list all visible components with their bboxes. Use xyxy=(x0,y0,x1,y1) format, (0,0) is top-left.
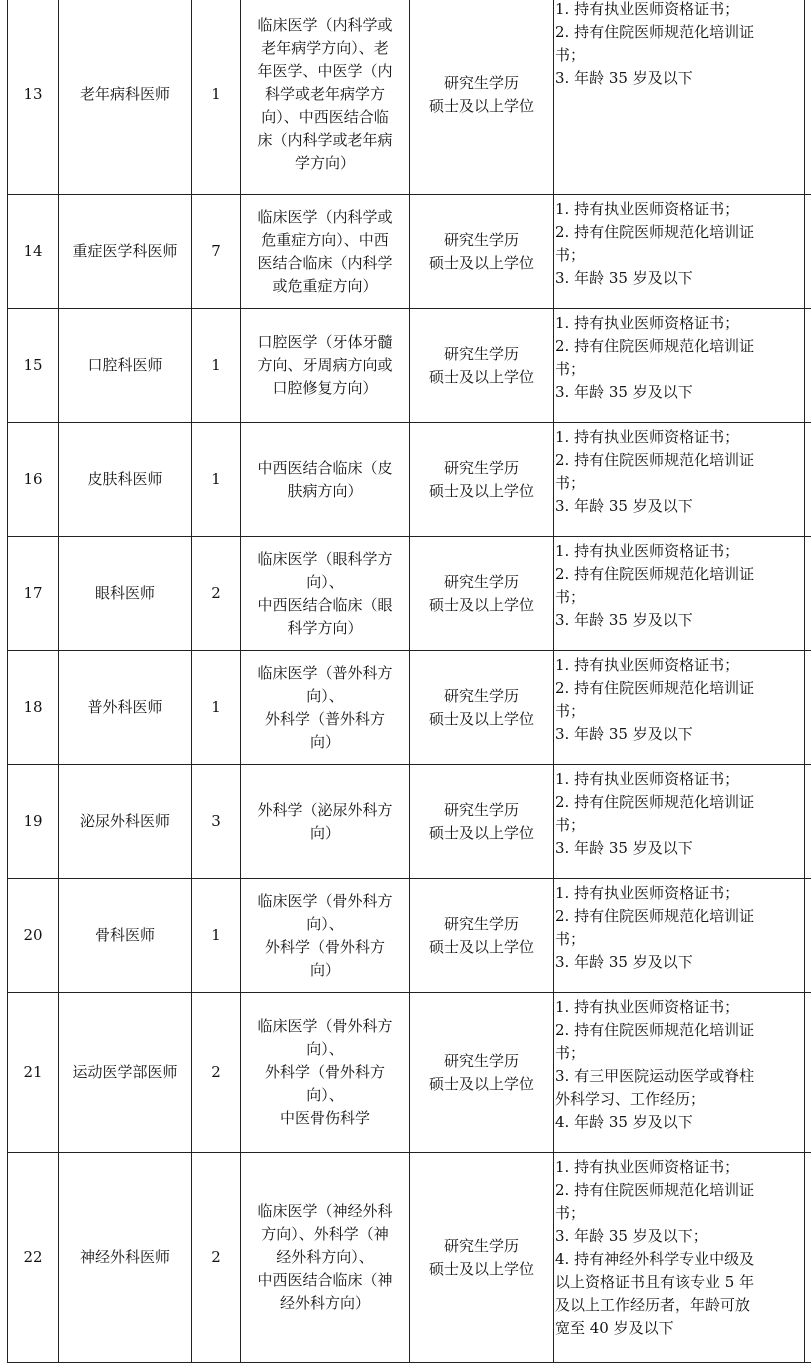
major-requirement xyxy=(241,765,410,879)
requirement-line: 2. 持有住院医师规范化培训证 xyxy=(555,337,755,355)
remarks-cell xyxy=(805,651,811,765)
education-line: 研究生学历 xyxy=(443,230,519,249)
education-requirement xyxy=(410,423,554,537)
other-requirements xyxy=(554,1153,805,1363)
remarks-cell xyxy=(805,423,811,537)
requirement-line: 书； xyxy=(555,702,586,720)
table-row xyxy=(8,309,811,423)
major-line: 医结合临床（内科学 xyxy=(257,253,393,272)
requirement-line: 书； xyxy=(555,246,586,264)
major-line: 肤病方向） xyxy=(287,481,363,500)
major-line: 方向、牙周病方向或 xyxy=(257,356,393,374)
table-row xyxy=(8,537,811,651)
hiring-count: 2 xyxy=(192,1153,241,1363)
education-line: 研究生学历 xyxy=(443,572,519,591)
position-title: 口腔科医师 xyxy=(59,309,192,423)
requirement-line: 4. 年龄 35 岁及以下 xyxy=(555,1113,693,1131)
major-line: 经外科方向） xyxy=(279,1294,370,1312)
major-line: 危重症方向）、中西 xyxy=(261,230,389,249)
education-line: 硕士及以上学位 xyxy=(428,1259,534,1278)
requirement-line: 书； xyxy=(555,1204,586,1222)
requirement-line: 3. 年龄 35 岁及以下 xyxy=(555,611,693,629)
requirement-line: 1. 持有执业医师资格证书； xyxy=(555,1158,740,1176)
major-requirement xyxy=(241,195,410,309)
table-row xyxy=(8,1153,811,1363)
education-requirement xyxy=(410,651,554,765)
major-line: 老年病学方向）、老 xyxy=(261,39,389,57)
requirement-line: 宽至 40 岁及以下 xyxy=(555,1319,674,1337)
requirement-line: 书； xyxy=(555,360,586,378)
position-number: 17 xyxy=(8,537,59,651)
hiring-count: 1 xyxy=(192,651,241,765)
education-line: 研究生学历 xyxy=(443,1051,519,1070)
hiring-count: 3 xyxy=(192,765,241,879)
position-number: 21 xyxy=(8,993,59,1153)
major-line: 外科学（泌尿外科方 xyxy=(257,800,393,819)
major-line: 向） xyxy=(309,732,340,751)
table-row xyxy=(8,0,811,195)
major-line: 临床医学（神经外科 xyxy=(257,1202,393,1220)
position-title: 骨科医师 xyxy=(59,879,192,993)
requirement-line: 2. 持有住院医师规范化培训证 xyxy=(555,679,755,697)
major-requirement xyxy=(241,0,410,195)
hiring-count: 7 xyxy=(192,195,241,309)
requirements-list xyxy=(555,765,804,860)
position-number: 20 xyxy=(8,879,59,993)
remarks-cell xyxy=(805,537,811,651)
education-line: 硕士及以上学位 xyxy=(428,253,534,272)
position-title: 普外科医师 xyxy=(59,651,192,765)
education-line: 硕士及以上学位 xyxy=(428,823,534,842)
hiring-count: 1 xyxy=(192,309,241,423)
requirement-line: 3. 年龄 35 岁及以下 xyxy=(555,383,693,401)
position-number: 14 xyxy=(8,195,59,309)
position-number: 16 xyxy=(8,423,59,537)
position-number: 15 xyxy=(8,309,59,423)
requirement-line: 3. 年龄 35 岁及以下 xyxy=(555,725,693,743)
education-line: 研究生学历 xyxy=(443,914,519,933)
requirements-list xyxy=(555,651,804,746)
remarks-cell xyxy=(805,1153,811,1363)
requirements-list xyxy=(555,993,804,1134)
requirements-list xyxy=(555,195,804,290)
major-line: 科学方向） xyxy=(287,618,363,637)
requirement-line: 2. 持有住院医师规范化培训证 xyxy=(555,23,755,41)
requirement-line: 1. 持有执业医师资格证书； xyxy=(555,656,740,674)
requirement-line: 3. 年龄 35 岁及以下 xyxy=(555,269,693,287)
major-line: 外科学（骨外科方 xyxy=(264,1063,385,1081)
table-row xyxy=(8,765,811,879)
education-line: 研究生学历 xyxy=(443,1236,519,1255)
education-line: 硕士及以上学位 xyxy=(428,96,534,115)
major-line: 中医骨伤科学 xyxy=(279,1109,370,1127)
other-requirements xyxy=(554,651,805,765)
education-line: 硕士及以上学位 xyxy=(428,595,534,614)
requirement-line: 2. 持有住院医师规范化培训证 xyxy=(555,907,755,925)
requirements-list xyxy=(555,537,804,632)
education-line: 硕士及以上学位 xyxy=(428,1074,534,1093)
position-number: 22 xyxy=(8,1153,59,1363)
major-line: 中西医结合临床（神 xyxy=(257,1271,393,1289)
other-requirements xyxy=(554,423,805,537)
requirement-line: 及以上工作经历者，年龄可放 xyxy=(555,1296,751,1314)
major-line: 向） xyxy=(309,823,340,842)
education-requirement xyxy=(410,0,554,195)
requirement-line: 3. 年龄 35 岁及以下 xyxy=(555,839,693,857)
requirements-list xyxy=(555,0,804,90)
major-line: 床（内科学或老年病 xyxy=(257,131,393,149)
major-line: 学方向） xyxy=(294,154,355,172)
requirement-line: 2. 持有住院医师规范化培训证 xyxy=(555,223,755,241)
major-line: 外科学（普外科方 xyxy=(264,709,385,728)
requirement-line: 2. 持有住院医师规范化培训证 xyxy=(555,1021,755,1039)
major-line: 临床医学（眼科学方 xyxy=(257,549,393,568)
positions-table-body xyxy=(8,0,811,1363)
major-line: 外科学（骨外科方 xyxy=(264,937,385,956)
remarks-cell xyxy=(805,879,811,993)
requirement-line: 书； xyxy=(555,588,586,606)
requirements-list xyxy=(555,1153,804,1340)
major-line: 向） xyxy=(309,960,340,979)
table-row xyxy=(8,651,811,765)
position-number: 18 xyxy=(8,651,59,765)
requirement-line: 书； xyxy=(555,46,586,64)
requirement-line: 1. 持有执业医师资格证书； xyxy=(555,770,740,788)
major-requirement xyxy=(241,879,410,993)
other-requirements xyxy=(554,309,805,423)
hiring-count: 2 xyxy=(192,537,241,651)
requirement-line: 1. 持有执业医师资格证书； xyxy=(555,200,740,218)
major-line: 向）、 xyxy=(306,914,344,933)
major-line: 临床医学（内科学或 xyxy=(257,16,393,34)
education-requirement xyxy=(410,1153,554,1363)
other-requirements xyxy=(554,993,805,1153)
major-line: 向）、中西医结合临 xyxy=(261,108,389,126)
requirement-line: 外科学习、工作经历； xyxy=(555,1090,706,1108)
positions-table xyxy=(7,0,811,1363)
education-line: 研究生学历 xyxy=(443,686,519,705)
remarks-cell xyxy=(805,309,811,423)
requirement-line: 1. 持有执业医师资格证书； xyxy=(555,428,740,446)
table-row xyxy=(8,993,811,1153)
other-requirements xyxy=(554,195,805,309)
major-line: 年医学、中医学（内 xyxy=(257,62,393,80)
other-requirements xyxy=(554,765,805,879)
requirement-line: 书； xyxy=(555,930,586,948)
requirement-line: 4. 持有神经外科学专业中级及 xyxy=(555,1250,755,1268)
requirement-line: 书； xyxy=(555,1044,586,1062)
position-title: 重症医学科医师 xyxy=(59,195,192,309)
position-title: 运动医学部医师 xyxy=(59,993,192,1153)
major-line: 向）、 xyxy=(306,1086,344,1104)
education-line: 研究生学历 xyxy=(443,458,519,477)
major-requirement xyxy=(241,1153,410,1363)
table-row xyxy=(8,195,811,309)
major-line: 口腔医学（牙体牙髓 xyxy=(257,333,393,351)
major-line: 临床医学（骨外科方 xyxy=(257,1017,393,1035)
requirement-line: 1. 持有执业医师资格证书； xyxy=(555,542,740,560)
major-line: 科学或老年病学方 xyxy=(264,85,385,103)
major-line: 中西医结合临床（眼 xyxy=(257,595,393,614)
requirements-list xyxy=(555,423,804,518)
position-number: 13 xyxy=(8,0,59,195)
remarks-cell xyxy=(805,765,811,879)
requirement-line: 1. 持有执业医师资格证书； xyxy=(555,884,740,902)
education-line: 研究生学历 xyxy=(443,73,519,92)
requirement-line: 书； xyxy=(555,816,586,834)
requirement-line: 2. 持有住院医师规范化培训证 xyxy=(555,793,755,811)
major-line: 临床医学（骨外科方 xyxy=(257,891,393,910)
requirement-line: 1. 持有执业医师资格证书； xyxy=(555,0,740,18)
hiring-count: 2 xyxy=(192,993,241,1153)
major-line: 或危重症方向） xyxy=(272,276,378,295)
requirement-line: 3. 年龄 35 岁及以下 xyxy=(555,953,693,971)
major-line: 向）、 xyxy=(306,1040,344,1058)
remarks-cell xyxy=(805,993,811,1153)
requirement-line: 2. 持有住院医师规范化培训证 xyxy=(555,451,755,469)
position-title: 神经外科医师 xyxy=(59,1153,192,1363)
hiring-count: 1 xyxy=(192,423,241,537)
major-requirement xyxy=(241,423,410,537)
education-requirement xyxy=(410,879,554,993)
major-line: 方向）、外科学（神 xyxy=(261,1225,389,1243)
remarks-cell xyxy=(805,0,811,195)
education-requirement xyxy=(410,993,554,1153)
table-row xyxy=(8,879,811,993)
major-line: 向）、 xyxy=(306,686,344,705)
requirement-line: 2. 持有住院医师规范化培训证 xyxy=(555,1181,755,1199)
other-requirements xyxy=(554,537,805,651)
major-requirement xyxy=(241,537,410,651)
requirement-line: 以上资格证书且有该专业 5 年 xyxy=(555,1273,755,1291)
major-requirement xyxy=(241,309,410,423)
education-requirement xyxy=(410,195,554,309)
education-line: 硕士及以上学位 xyxy=(428,937,534,956)
major-line: 经外科方向）、 xyxy=(276,1248,374,1266)
requirement-line: 1. 持有执业医师资格证书； xyxy=(555,314,740,332)
requirement-line: 3. 年龄 35 岁及以下 xyxy=(555,69,693,87)
requirement-line: 3. 有三甲医院运动医学或脊柱 xyxy=(555,1067,755,1085)
hiring-count: 1 xyxy=(192,0,241,195)
remarks-cell xyxy=(805,195,811,309)
position-title: 泌尿外科医师 xyxy=(59,765,192,879)
requirement-line: 3. 年龄 35 岁及以下； xyxy=(555,1227,708,1245)
requirement-line: 1. 持有执业医师资格证书； xyxy=(555,998,740,1016)
other-requirements xyxy=(554,0,805,195)
education-line: 研究生学历 xyxy=(443,800,519,819)
major-line: 口腔修复方向） xyxy=(272,379,378,397)
education-line: 硕士及以上学位 xyxy=(428,709,534,728)
requirement-line: 3. 年龄 35 岁及以下 xyxy=(555,497,693,515)
position-number: 19 xyxy=(8,765,59,879)
table-row xyxy=(8,423,811,537)
education-line: 硕士及以上学位 xyxy=(428,481,534,500)
major-requirement xyxy=(241,993,410,1153)
education-line: 硕士及以上学位 xyxy=(428,367,534,386)
position-title: 老年病科医师 xyxy=(59,0,192,195)
position-title: 皮肤科医师 xyxy=(59,423,192,537)
major-line: 向）、 xyxy=(306,572,344,591)
education-requirement xyxy=(410,765,554,879)
education-requirement xyxy=(410,537,554,651)
education-line: 研究生学历 xyxy=(443,344,519,363)
requirements-list xyxy=(555,879,804,974)
major-requirement xyxy=(241,651,410,765)
requirement-line: 书； xyxy=(555,474,586,492)
major-line: 中西医结合临床（皮 xyxy=(257,458,393,477)
major-line: 临床医学（普外科方 xyxy=(257,663,393,682)
education-requirement xyxy=(410,309,554,423)
position-title: 眼科医师 xyxy=(59,537,192,651)
hiring-count: 1 xyxy=(192,879,241,993)
requirement-line: 2. 持有住院医师规范化培训证 xyxy=(555,565,755,583)
major-line: 临床医学（内科学或 xyxy=(257,207,393,226)
requirements-list xyxy=(555,309,804,404)
other-requirements xyxy=(554,879,805,993)
